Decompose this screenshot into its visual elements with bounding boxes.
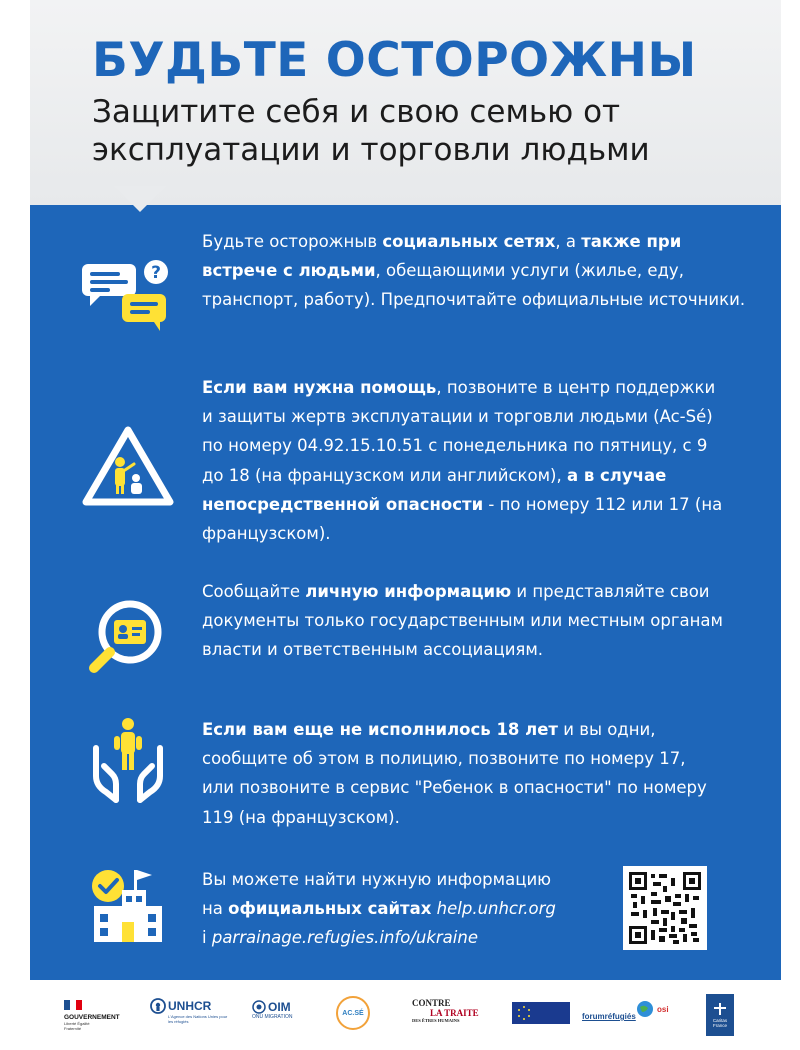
text-run: i xyxy=(202,928,212,948)
chat-bubbles-question-icon xyxy=(78,258,174,334)
contre-la-traite-logo xyxy=(412,998,504,1023)
page-subtitle: Защитите себя и свою семью от эксплуатации и торговли людьми xyxy=(92,94,650,168)
logo-text: DES ÊTRES HUMAINS xyxy=(412,1018,460,1023)
qr-code-icon xyxy=(629,872,701,944)
unhcr-logo xyxy=(150,998,238,1024)
globe-icon xyxy=(636,1000,654,1018)
text-run-bold: а в случае непосредственной опасности xyxy=(202,465,667,514)
section-official-sites-text xyxy=(202,865,622,953)
poster xyxy=(30,0,781,1050)
forum-refugies-logo xyxy=(582,1004,636,1023)
acse-logo xyxy=(336,996,370,1030)
text-run: и вы одни, сообщите об этом в полицию, позвоните по номеру 17, или позвоните в сервис "Ребенок в опасности" по номеру 119 (на французском). xyxy=(202,720,707,827)
logo-text: AC.SÉ xyxy=(342,1009,364,1017)
qr-code[interactable] xyxy=(623,866,707,950)
logo-text: Caritas France xyxy=(712,1017,728,1028)
text-run: , а xyxy=(555,232,582,251)
page-title: БУДЬТЕ ОСТОРОЖНЫ xyxy=(92,33,697,88)
caritas-cross-icon xyxy=(714,1003,726,1015)
text-run: и представляйте свои документы только государственным или местным органам власти и ответственным ассоциациям. xyxy=(202,582,723,660)
text-run-bold: Если вам еще не исполнилось 18 лет xyxy=(202,720,558,739)
text-run: на xyxy=(202,899,229,919)
link-parrainage[interactable]: parrainage.refugies.info/ukraine xyxy=(211,928,478,948)
text-line: Вы можете найти нужную информацию xyxy=(202,870,552,889)
logo-text: GOUVERNEMENT xyxy=(64,1014,120,1021)
logo-text: UNHCR xyxy=(168,999,212,1013)
logo-text: CONTRE xyxy=(412,998,451,1008)
eu-stars-icon xyxy=(516,1005,532,1021)
warning-triangle-icon xyxy=(80,424,176,512)
gouvernement-logo xyxy=(64,995,134,1031)
text-run: , обещающими услуги (жилье, еду, транспорт, работу). Предпочитайте официальные источники. xyxy=(202,261,746,310)
logo-subtext: ONU MIGRATION xyxy=(252,1014,293,1020)
text-run-bold: официальных сайтах xyxy=(228,899,432,919)
speech-notch xyxy=(114,186,166,212)
text-run: , позвоните в центр поддержки и защиты жертв эксплуатации и торговли людьми (Ac-Sé) по номеру 04.92.15.10.51 с понедельника по пятницу, с 9 до 18 (на французском или английском), xyxy=(202,378,716,485)
logo-motto: Liberté Égalité Fraternité xyxy=(64,1021,90,1031)
text-run-bold: личную информацию xyxy=(305,582,512,601)
french-flag-icon xyxy=(64,1000,82,1010)
text-line xyxy=(202,894,622,923)
official-building-check-icon xyxy=(86,866,170,946)
text-run: - по номеру 112 или 17 (на французском). xyxy=(202,494,723,544)
logo-subtext: L'Agence des Nations Unies pour les réfugiés xyxy=(168,1014,228,1024)
header xyxy=(30,0,781,205)
text-run-bold: Если вам нужна помощь xyxy=(202,378,437,397)
logo-text: OIM xyxy=(268,1000,291,1014)
text-run-bold: также при встрече с людьми xyxy=(202,232,682,281)
unhcr-emblem-icon xyxy=(150,998,166,1014)
logo-text: osi xyxy=(657,1004,669,1014)
oim-emblem-icon xyxy=(252,1000,266,1014)
link-help-unhcr[interactable]: help.unhcr.org xyxy=(431,899,556,919)
logo-text: forumréfugiés xyxy=(582,1012,636,1021)
logo-text: LA TRAITE xyxy=(430,1008,479,1018)
eu-funding-logo xyxy=(512,1002,570,1024)
text-run: Будьте осторожныв xyxy=(202,232,383,251)
text-line xyxy=(202,923,622,952)
text-run: Сообщайте xyxy=(202,582,306,601)
svg-text:?: ? xyxy=(151,263,161,283)
oim-logo xyxy=(252,1000,316,1020)
caritas-logo xyxy=(706,994,734,1036)
section-minors-text xyxy=(202,715,722,832)
id-card-magnifier-icon xyxy=(86,598,166,678)
section-personal-info-text xyxy=(202,577,742,665)
osi-logo xyxy=(636,1000,669,1018)
text-run-bold: социальных сетях xyxy=(382,232,556,251)
section-help-hotline-text xyxy=(202,373,730,548)
child-protection-hands-icon xyxy=(90,714,166,810)
section-social-networks-text xyxy=(202,227,750,315)
